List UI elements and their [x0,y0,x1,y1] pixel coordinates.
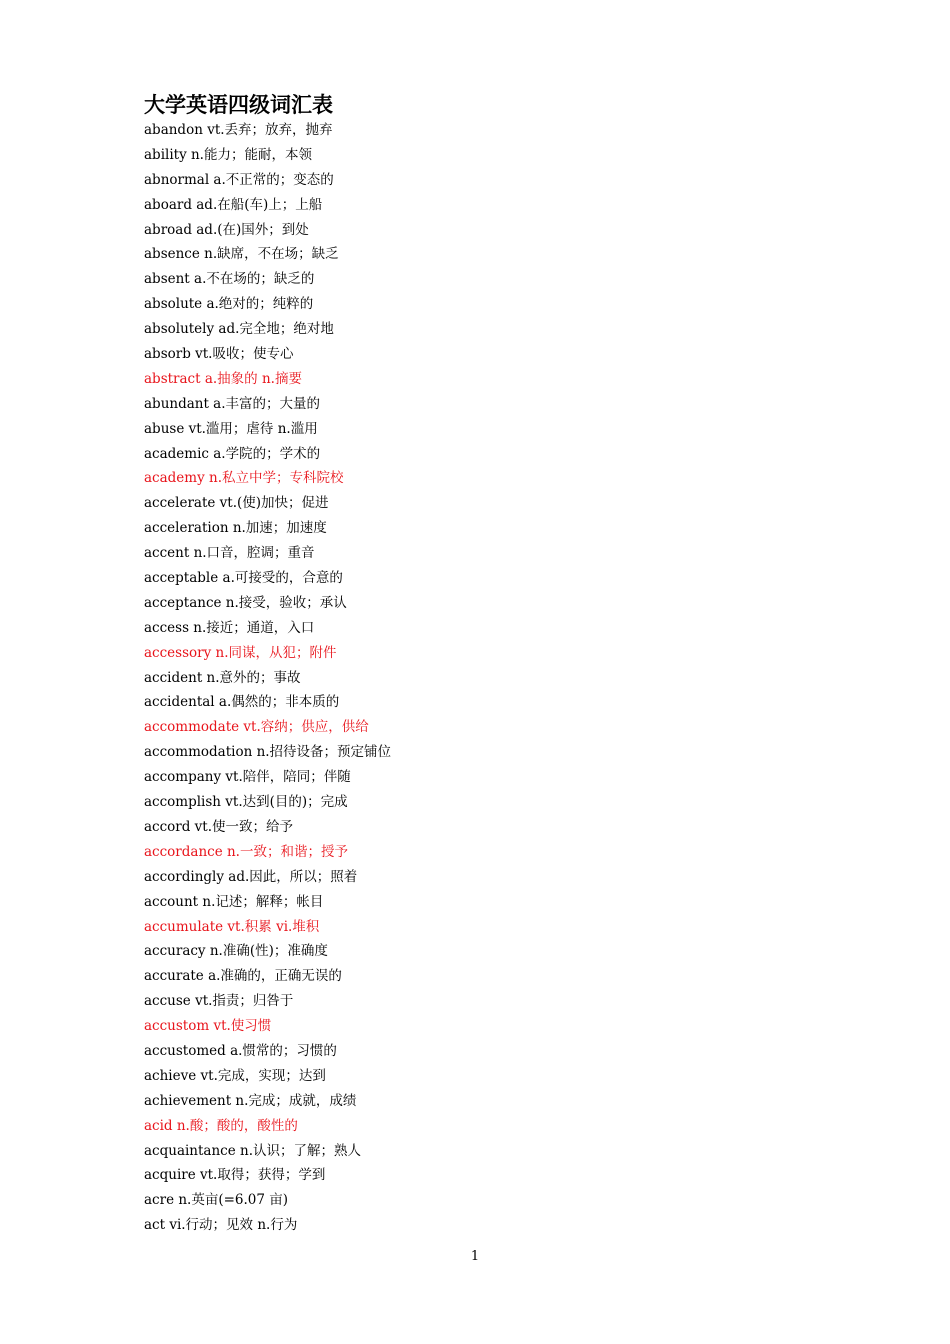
vocabulary-entry: act vi.行动；见效 n.行为 [144,1217,298,1234]
vocabulary-entry: access n.接近；通道，入口 [144,619,315,636]
vocabulary-entry: ability n.能力；能耐，本领 [144,146,312,163]
vocabulary-entry: academy n.私立中学；专科院校 [144,470,344,487]
vocabulary-entry: abnormal a.不正常的；变态的 [144,171,334,188]
vocabulary-list [144,118,391,1238]
vocabulary-entry: absolutely ad.完全地；绝对地 [144,321,334,338]
vocabulary-entry: accustomed a.惯常的；习惯的 [144,1042,337,1059]
vocabulary-entry: achieve vt.完成，实现；达到 [144,1067,326,1084]
vocabulary-entry: abstract a.抽象的 n.摘要 [144,370,302,387]
vocabulary-entry: accent n.口音，腔调；重音 [144,545,315,562]
vocabulary-entry: absolute a.绝对的；纯粹的 [144,296,314,313]
page-number: 1 [470,1249,480,1264]
vocabulary-entry: accommodation n.招待设备；预定铺位 [144,744,392,761]
vocabulary-entry: accord vt.使一致；给予 [144,818,294,835]
vocabulary-entry: acquire vt.取得；获得；学到 [144,1167,326,1184]
vocabulary-entry: absence n.缺席，不在场；缺乏 [144,246,339,263]
vocabulary-entry: acre n.英亩(=6.07 亩) [144,1192,289,1209]
vocabulary-entry: accessory n.同谋，从犯；附件 [144,644,337,661]
vocabulary-entry: accidental a.偶然的；非本质的 [144,694,340,711]
vocabulary-entry: accuracy n.准确(性)；准确度 [144,943,328,960]
vocabulary-entry: accompany vt.陪伴，陪同；伴随 [144,769,351,786]
vocabulary-entry: accident n.意外的；事故 [144,669,301,686]
vocabulary-entry: acceleration n.加速；加速度 [144,520,327,537]
vocabulary-entry: accelerate vt.(使)加快；促进 [144,495,329,512]
vocabulary-entry: accomplish vt.达到(目的)；完成 [144,794,348,811]
vocabulary-entry: absent a.不在场的；缺乏的 [144,271,315,288]
vocabulary-entry: achievement n.完成；成就，成绩 [144,1092,357,1109]
vocabulary-entry: acquaintance n.认识；了解；熟人 [144,1142,362,1159]
vocabulary-entry: account n.记述；解释；帐目 [144,893,324,910]
page-title: 大学英语四级词汇表 [144,93,333,117]
vocabulary-entry: academic a.学院的；学术的 [144,445,321,462]
vocabulary-entry: abundant a.丰富的；大量的 [144,395,321,412]
vocabulary-entry: absorb vt.吸收；使专心 [144,346,294,363]
vocabulary-entry: acceptable a.可接受的，合意的 [144,570,343,587]
vocabulary-entry: acid n.酸；酸的，酸性的 [144,1117,298,1134]
vocabulary-entry: abandon vt.丢弃；放弃，抛弃 [144,122,333,138]
vocabulary-entry: accumulate vt.积累 vi.堆积 [144,918,320,935]
vocabulary-entry: accustom vt.使习惯 [144,1018,272,1035]
vocabulary-entry: aboard ad.在船(车)上；上船 [144,196,323,213]
vocabulary-entry: accurate a.准确的，正确无误的 [144,968,342,985]
vocabulary-entry: accuse vt.指责；归咎于 [144,993,294,1010]
vocabulary-entry: accordance n.一致；和谐；授予 [144,843,348,860]
vocabulary-entry: acceptance n.接受，验收；承认 [144,594,347,611]
vocabulary-entry: abuse vt.滥用；虐待 n.滥用 [144,420,318,437]
vocabulary-entry: abroad ad.(在)国外；到处 [144,221,309,238]
vocabulary-entry: accommodate vt.容纳；供应，供给 [144,719,369,736]
vocabulary-entry: accordingly ad.因此，所以；照着 [144,868,358,885]
